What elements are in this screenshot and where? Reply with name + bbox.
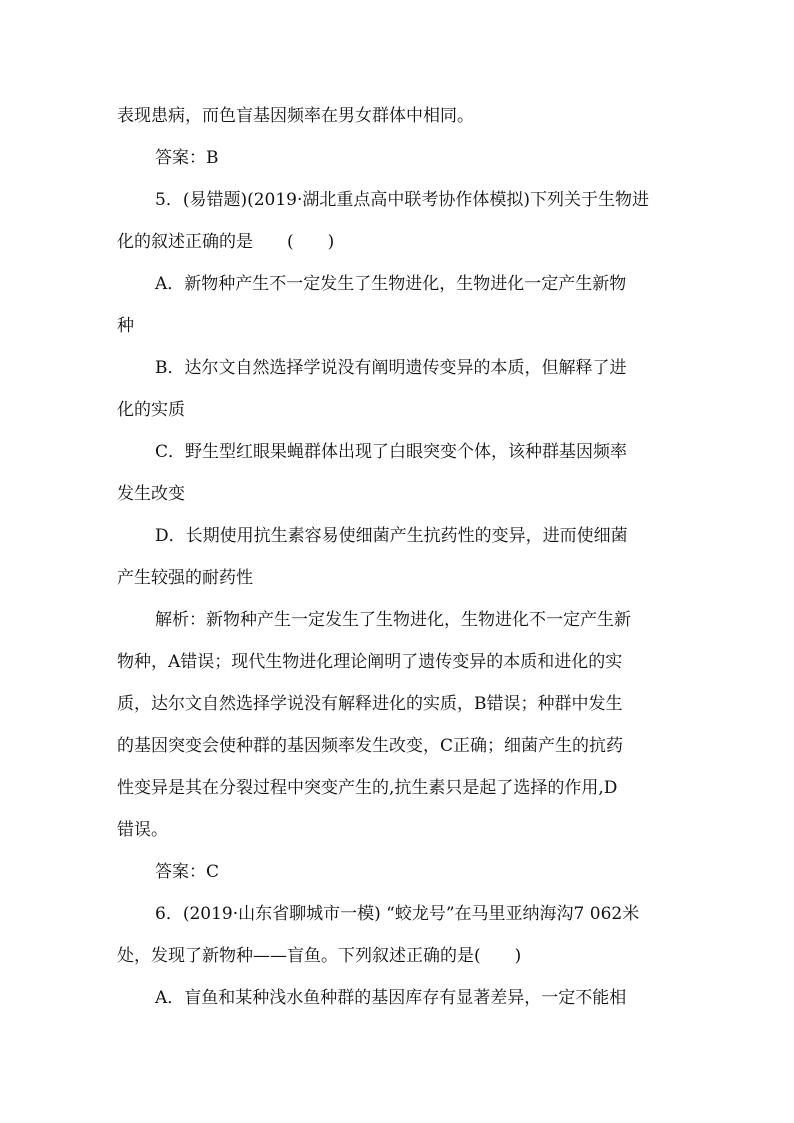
text-line: 化的实质 — [117, 400, 185, 420]
text-line: 的基因突变会使种群的基因频率发生改变，C正确；细菌产生的抗药 — [117, 736, 624, 756]
analysis-line: 解析：新物种产生一定发生了生物进化，生物进化不一定产生新 — [155, 610, 631, 630]
text-line: 物种，A错误；现代生物进化理论阐明了遗传变异的本质和进化的实 — [117, 652, 623, 672]
answer-line: 答案：B — [155, 148, 219, 168]
text-line: 错误。 — [117, 820, 168, 840]
option-c-line: C．野生型红眼果蝇群体出现了白眼突变个体，该种群基因频率 — [155, 442, 628, 462]
text-line: 发生改变 — [117, 484, 185, 504]
text-line: 性变异是其在分裂过程中突变产生的,抗生素只是起了选择的作用,D — [117, 778, 618, 798]
text-line: 处，发现了新物种——盲鱼。下列叙述正确的是( ) — [117, 946, 522, 966]
option-d-line: D．长期使用抗生素容易使细菌产生抗药性的变异，进而使细菌 — [155, 526, 628, 546]
question-6-line: 6．(2019·山东省聊城市一模) “蛟龙号”在马里亚纳海沟7 062米 — [155, 904, 640, 924]
text-line: 化的叙述正确的是 ( ) — [117, 232, 335, 252]
text-line: 表现患病，而色盲基因频率在男女群体中相同。 — [117, 106, 474, 126]
text-line: 质，达尔文自然选择学说没有解释进化的实质，B错误；种群中发生 — [117, 694, 623, 714]
option-b-line: B．达尔文自然选择学说没有阐明遗传变异的本质，但解释了进 — [155, 358, 627, 378]
text-line: 种 — [117, 316, 134, 336]
text-line: 产生较强的耐药性 — [117, 568, 253, 588]
option-a-line: A．盲鱼和某种浅水鱼种群的基因库存有显著差异，一定不能相 — [155, 988, 627, 1008]
question-5-line: 5．(易错题)(2019·湖北重点高中联考协作体模拟)下列关于生物进 — [155, 190, 650, 210]
option-a-line: A．新物种产生不一定发生了生物进化，生物进化一定产生新物 — [155, 274, 627, 294]
answer-line: 答案：C — [155, 862, 220, 882]
